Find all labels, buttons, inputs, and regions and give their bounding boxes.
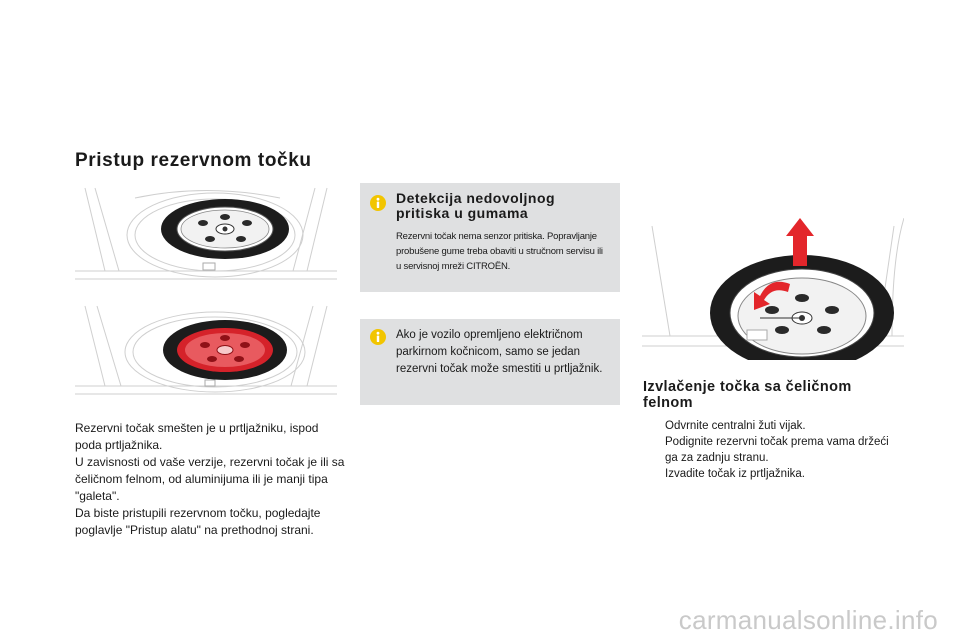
col1-paragraph-2: U zavisnosti od vaše verzije, rezervni točak je ili sa čeličnom felnom, od aluminijuma ili je manji tipa "galeta". — [75, 455, 345, 503]
removal-steps-list — [643, 418, 898, 482]
list-item — [643, 418, 898, 434]
illustration-steel-spare-wheel — [75, 183, 337, 287]
illustration-wheel-removal — [642, 218, 904, 360]
info-icon — [370, 195, 386, 216]
illustration-red-rim-spare-wheel — [75, 300, 337, 400]
info-box-tyre-pressure — [360, 183, 620, 292]
step-text: Izvadite točak iz prtljažnika. — [665, 468, 805, 480]
list-item — [643, 466, 898, 482]
info-box-parking-brake — [360, 319, 620, 405]
step-text: Odvrnite centralni žuti vijak. — [665, 420, 806, 432]
col1-text — [75, 420, 345, 539]
col1-paragraph-3: Da biste pristupili rezervnom točku, pogledajte poglavlje "Pristup alatu" na prethodnoj strani. — [75, 506, 321, 537]
page-title: Pristup rezervnom točku — [75, 150, 312, 171]
step-text: Podignite rezervni točak prema vama držeći ga za zadnju stranu. — [665, 436, 889, 464]
section-title-wheel-removal: Izvlačenje točka sa čeličnom felnom — [643, 379, 852, 411]
info-icon — [370, 329, 386, 350]
col1-paragraph-1: Rezervni točak smešten je u prtljažniku, ispod poda prtljažnika. — [75, 421, 319, 452]
watermark: carmanualsonline.info — [678, 605, 938, 635]
info-box-1-title: Detekcija nedovoljnog pritiska u gumama — [396, 190, 556, 221]
info-box-1-text: Rezervni točak nema senzor pritiska. Popravljanje probušene gume treba obaviti u stručnom servisu ili u servisnoj mreži CITROËN. — [396, 231, 603, 272]
list-item — [643, 434, 898, 466]
info-box-2-text: Ako je vozilo opremljeno električnom parkirnom kočnicom, samo se jedan rezervni točak može smestiti u prtljažnik. — [396, 329, 603, 375]
